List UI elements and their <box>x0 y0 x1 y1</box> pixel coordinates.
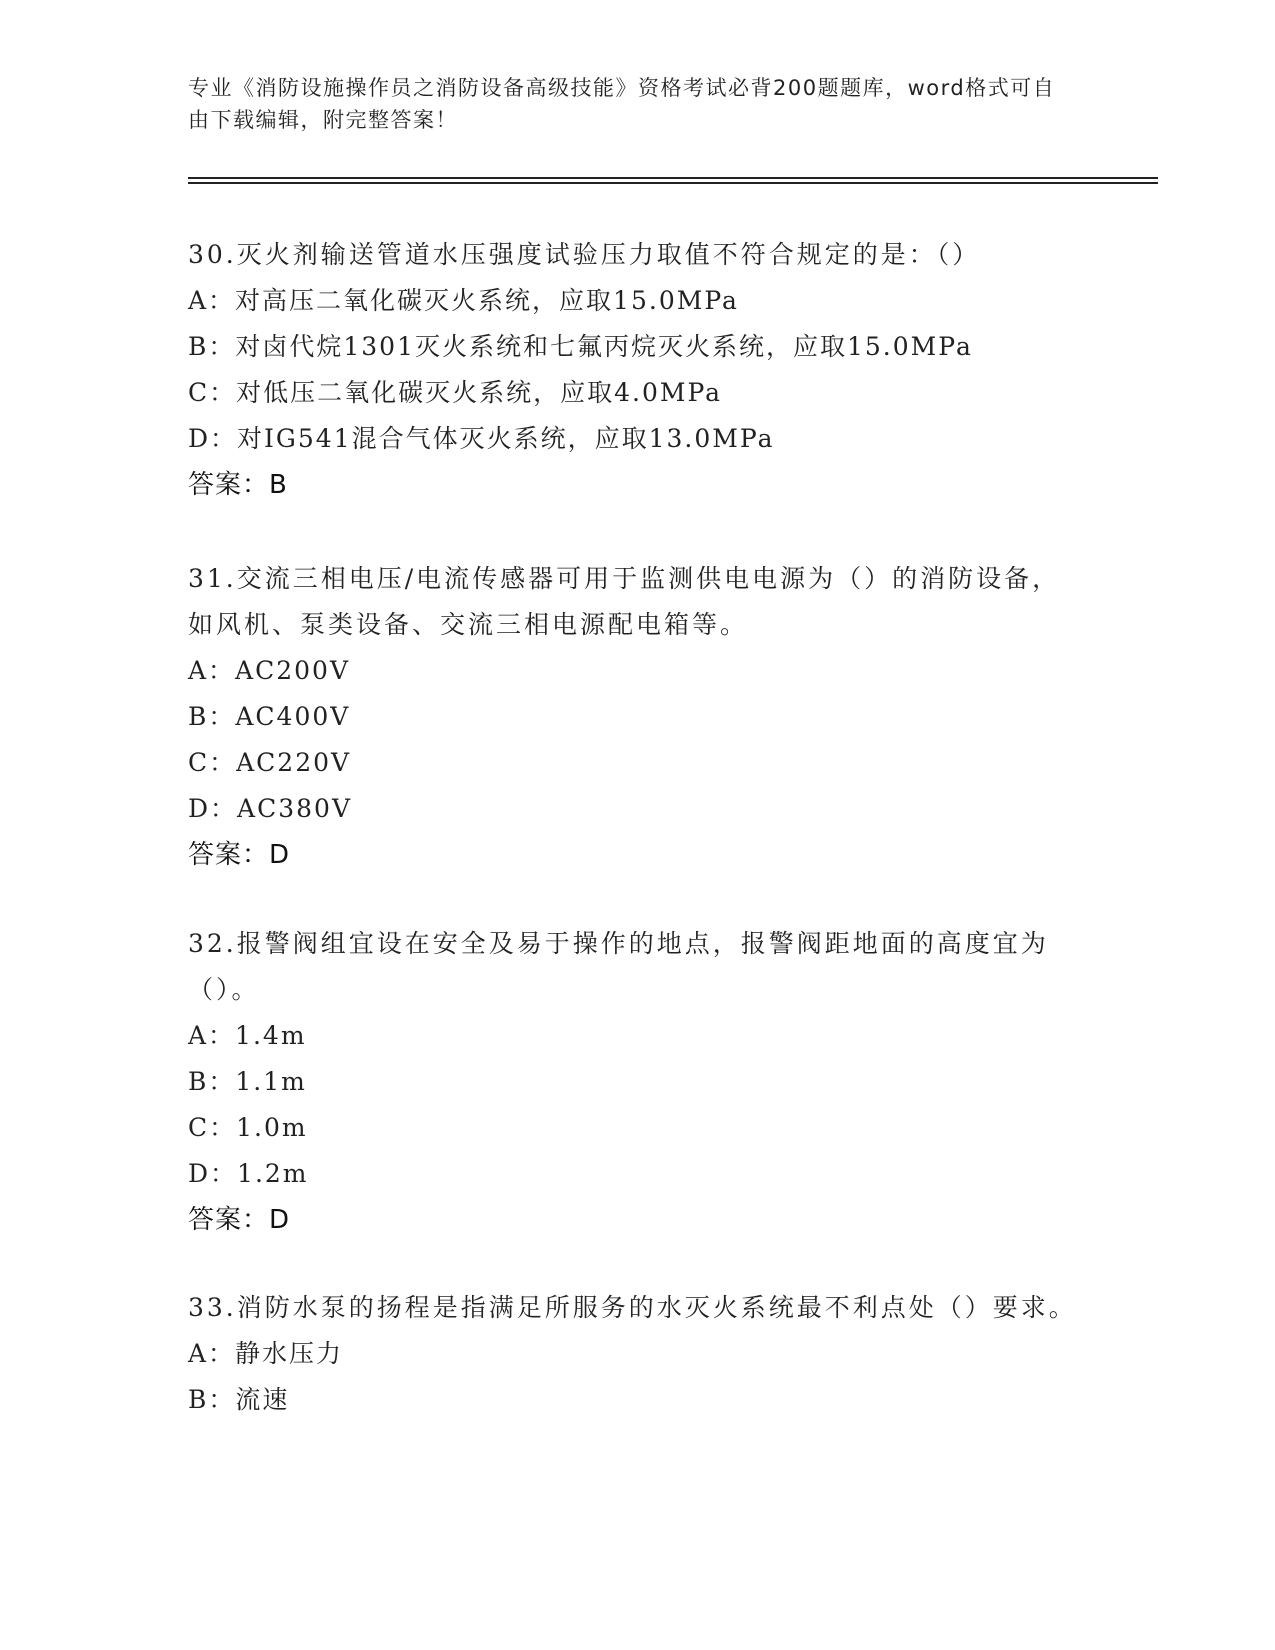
answer-line: 答案：D <box>188 1205 291 1235</box>
option-c: C：AC220V <box>188 748 352 777</box>
answer-line: 答案：B <box>188 470 288 500</box>
option-b: B：流速 <box>188 1385 290 1414</box>
option-c: C：对低压二氧化碳灭火系统，应取4.0MPa <box>188 378 723 407</box>
header-divider-bottom <box>188 182 1158 184</box>
header-divider-top <box>188 177 1158 179</box>
option-b: B：AC400V <box>188 702 351 731</box>
option-d: D：AC380V <box>188 794 352 823</box>
document-intro: 专业《消防设施操作员之消防设备高级技能》资格考试必背200题题库，word格式可自由下载编辑，附完整答案！ <box>188 76 1056 132</box>
question-text: 31.交流三相电压/电流传感器可用于监测供电电源为（）的消防设备，如风机、泵类设备、交流三相电源配电箱等。 <box>188 564 1061 639</box>
question-33 <box>188 1285 1088 1423</box>
question-text: 32.报警阀组宜设在安全及易于操作的地点，报警阀距地面的高度宜为（）。 <box>188 929 1049 1004</box>
option-d: D：对IG541混合气体灭火系统，应取13.0MPa <box>188 424 775 453</box>
option-a: A：对高压二氧化碳灭火系统，应取15.0MPa <box>188 286 739 315</box>
question-31 <box>188 556 1088 878</box>
option-a: A：静水压力 <box>188 1339 344 1368</box>
option-a: A：1.4m <box>188 1021 307 1050</box>
option-d: D：1.2m <box>188 1159 309 1188</box>
option-b: B：1.1m <box>188 1067 307 1096</box>
answer-line: 答案：D <box>188 840 291 870</box>
question-text: 33.消防水泵的扬程是指满足所服务的水灭火系统最不利点处（）要求。 <box>188 1293 1077 1322</box>
option-a: A：AC200V <box>188 656 351 685</box>
question-30 <box>188 232 1088 508</box>
question-32 <box>188 921 1088 1243</box>
option-c: C：1.0m <box>188 1113 308 1142</box>
option-b: B：对卤代烷1301灭火系统和七氟丙烷灭火系统，应取15.0MPa <box>188 332 973 361</box>
question-text: 30.灭火剂输送管道水压强度试验压力取值不符合规定的是：（） <box>188 240 981 269</box>
